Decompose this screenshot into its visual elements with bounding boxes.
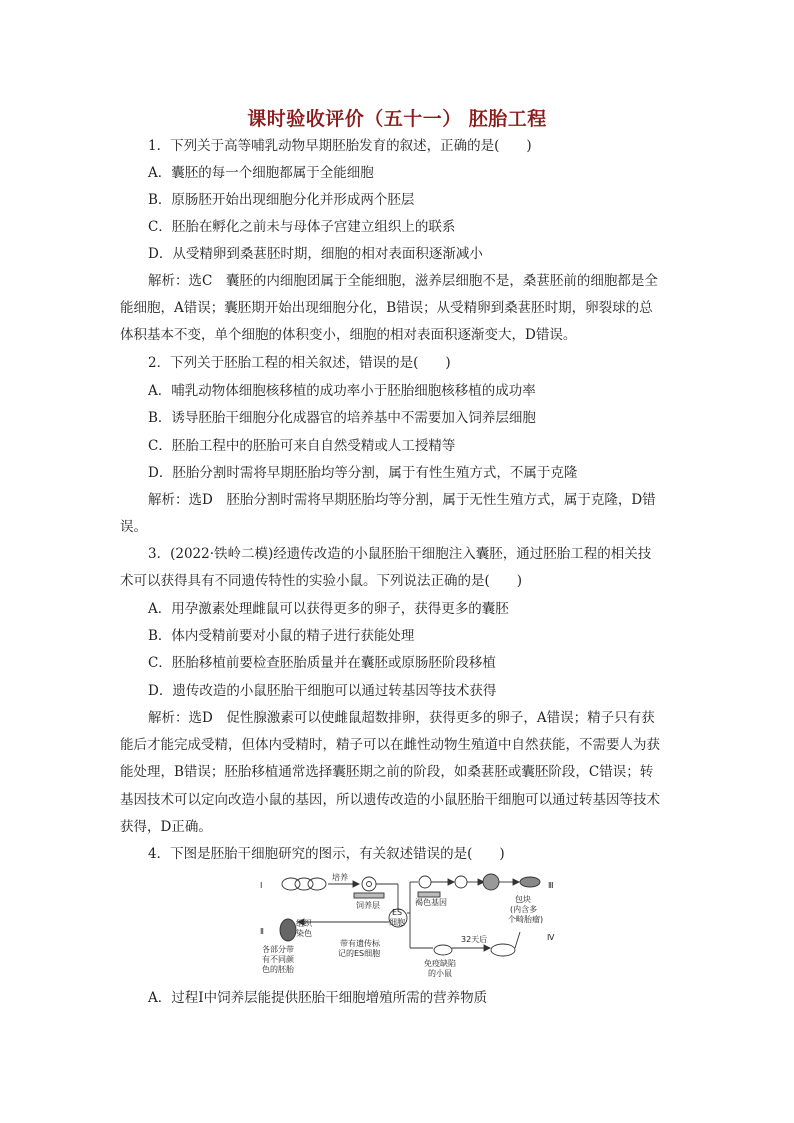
- label-process-IV: Ⅳ: [547, 933, 555, 942]
- label-process-II: Ⅱ: [260, 927, 264, 936]
- question-2-option-c: C．胚胎工程中的胚胎可来自自然受精或人工授精等: [148, 438, 456, 454]
- label-process-I: Ⅰ: [260, 881, 263, 890]
- label-process-III: Ⅲ: [548, 881, 554, 890]
- label-culture: 培养: [332, 873, 348, 882]
- question-2-option-a: A．哺乳动物体细胞核移植的成功率小于胚胎细胞核移植的成功率: [148, 383, 536, 399]
- question-2-option-b: B．诱导胚胎干细胞分化成器官的培养基中不需要加入饲养层细胞: [148, 410, 536, 426]
- question-1-option-b: B．原肠胚开始出现细胞分化并形成两个胚层: [148, 192, 415, 208]
- question-3-option-c: C．胚胎移植前要检查胚胎质量并在囊胚或原肠胚阶段移植: [148, 655, 496, 671]
- question-3-stem-line-1: 3．(2022·铁岭二模)经遗传改造的小鼠胚胎干细胞注入囊胚，通过胚胎工程的相关技: [148, 546, 652, 562]
- label-es-1: ES: [392, 908, 403, 917]
- question-1-analysis-line-3: 体积基本不变，单个细胞的体积变小，细胞的相对表面积逐渐变大，D错误。: [120, 327, 577, 343]
- label-32-days: 32天后: [461, 935, 488, 944]
- question-4-stem: 4．下图是胚胎干细胞研究的图示，有关叙述错误的是( ): [148, 846, 505, 862]
- label-marked-2: 记的ES细胞: [338, 949, 381, 958]
- label-tumor-3: 个畸胎瘤): [508, 915, 544, 924]
- label-tumor-2: (内含多: [510, 905, 538, 914]
- label-tumor-1: 包块: [515, 895, 531, 904]
- question-1-option-a: A．囊胚的每一个细胞都属于全能细胞: [148, 165, 374, 181]
- question-3-analysis-line-5: 获得，D正确。: [120, 819, 212, 835]
- question-1-analysis-line-2: 能细胞，A错误；囊胚期开始出现细胞分化，B错误；从受精卵到桑葚胚时期，卵裂球的总: [120, 300, 653, 316]
- label-parts-1: 各部分带: [262, 945, 294, 954]
- label-tissue-2: 染色: [296, 929, 312, 938]
- question-3-analysis-line-2: 能后才能完成受精，但体内受精时，精子可以在雌性动物生殖道中自然获能，不需要人为获: [120, 737, 660, 753]
- question-3-option-d: D．遗传改造的小鼠胚胎干细胞可以通过转基因等技术获得: [148, 683, 497, 699]
- question-2-analysis-line-1: 解析：选D 胚胎分割时需将早期胚胎均等分割，属于无性生殖方式，属于克隆，D错: [148, 492, 656, 508]
- label-immuno-2: 的小鼠: [428, 969, 452, 978]
- stained-embryo-icon: [280, 919, 296, 941]
- question-2-stem: 2．下列关于胚胎工程的相关叙述，错误的是( ): [148, 355, 451, 371]
- page-title: 课时验收评价（五十一） 胚胎工程: [247, 108, 547, 130]
- label-feeder-layer: 饲养层: [356, 901, 380, 910]
- question-3-analysis-line-1: 解析：选D 促性腺激素可以使雌鼠超数排卵，获得更多的卵子，A错误；精子只有获: [148, 710, 655, 726]
- es-cell-research-diagram: [258, 868, 558, 980]
- question-1-option-d: D．从受精卵到桑葚胚时期，细胞的相对表面积逐渐减小: [148, 246, 483, 262]
- mouse-icon: [520, 877, 540, 887]
- question-1-analysis-line-1: 解析：选C 囊胚的内细胞团属于全能细胞，滋养层细胞不是，桑葚胚前的细胞都是全: [148, 273, 658, 289]
- immunodeficient-mouse-icon: [434, 945, 452, 955]
- label-parts-3: 色的胚胎: [262, 965, 294, 974]
- question-2-option-d: D．胚胎分割时需将早期胚胎均等分割，属于有性生殖方式，不属于克隆: [148, 465, 578, 481]
- culture-dish-icon: [362, 877, 376, 891]
- label-parts-2: 有不同颜: [262, 955, 294, 964]
- blastocyst-icon: [483, 874, 499, 890]
- label-es-2: 细胞: [389, 918, 405, 927]
- question-4-option-a: A．过程Ⅰ中饲养层能提供胚胎干细胞增殖所需的营养物质: [148, 990, 488, 1006]
- question-1-option-c: C．胚胎在孵化之前未与母体子宫建立组织上的联系: [148, 219, 456, 235]
- question-3-analysis-line-3: 能处理，B错误；胚胎移植通常选择囊胚期之前的阶段，如桑葚胚或囊胚阶段，C错误；转: [120, 764, 654, 780]
- label-brown-gene: 褐色基因: [415, 898, 447, 907]
- label-marked-1: 带有遗传标: [340, 939, 380, 948]
- label-tissue-1: 组织: [296, 919, 312, 928]
- question-2-analysis-line-2: 误。: [120, 519, 147, 535]
- question-3-stem-line-2: 术可以获得具有不同遗传特性的实验小鼠。下列说法正确的是( ): [120, 573, 523, 589]
- question-1-stem: 1．下列关于高等哺乳动物早期胚胎发育的叙述，正确的是( ): [148, 138, 532, 154]
- question-3-analysis-line-4: 基因技术可以定向改造小鼠的基因，所以遗传改造的小鼠胚胎干细胞可以通过转基因等技术: [120, 792, 660, 808]
- question-3-option-a: A．用孕激素处理雌鼠可以获得更多的卵子，获得更多的囊胚: [148, 601, 509, 617]
- question-3-option-b: B．体内受精前要对小鼠的精子进行获能处理: [148, 628, 415, 644]
- label-immuno-1: 免疫缺陷: [424, 959, 456, 968]
